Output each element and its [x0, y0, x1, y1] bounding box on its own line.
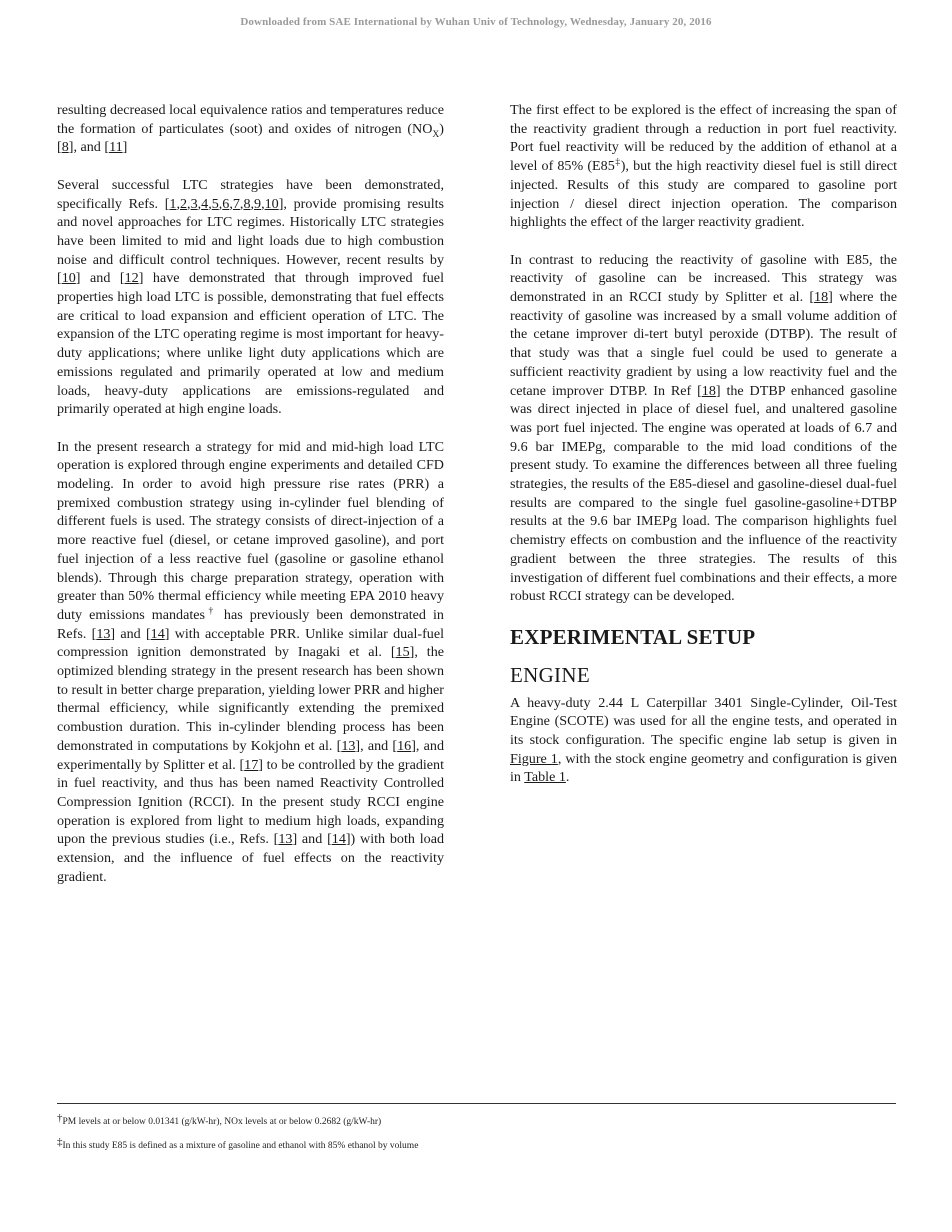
paragraph-dtbp-strategy: In contrast to reducing the reactivity of gasoline with E85, the reactivity of gasoline can be increased. This strategy was demonstrated in an RCCI study by Splitter et al. [18] where the reactivity of gasoline was increased by a small volume addition of the cetane improver di-tert butyl peroxide (DTBP). The result of that study was that a single fuel could be used to generate a sufficient reactivity gradient by using a low reactivity fuel and the cetane improver DTBP. In Ref [18] the DTBP enhanced gasoline was direct injected in place of diesel fuel, and unaltered gasoline was port fuel injected. The engine was operated at loads of 6.7 and 9.6 bar IMEPg, comparable to the mid load conditions of the present study. To examine the differences between all three fueling strategies, the results of the E85-diesel and gasoline-diesel dual-fuel results are compared to the single fuel gasoline-gasoline+DTBP results at the 9.6 bar IMEPg load. The comparison highlights fuel chemistry effects on combustion and the influence of the reactivity gradient between the three strategies. The results of this investigation of different fuel combinations and their effects, a more robust RCCI strategy can be developed.	[510, 251, 897, 605]
footnote-divider	[57, 1103, 896, 1104]
citation-link[interactable]: 5	[211, 195, 219, 212]
table-1-link[interactable]: Table 1	[524, 769, 566, 786]
download-notice: Downloaded from SAE International by Wuhan Univ of Technology, Wednesday, January 20, 2016	[240, 16, 712, 28]
citation-link[interactable]: 18	[814, 289, 829, 306]
citation-link[interactable]: 12	[124, 270, 139, 287]
citation-link[interactable]: 18	[701, 382, 716, 399]
right-column	[510, 101, 897, 806]
citation-link[interactable]: 9	[254, 195, 262, 212]
footnote-mark: ‡	[57, 1136, 63, 1148]
citation-link[interactable]: 8	[243, 195, 251, 212]
footnote-e85-definition: ‡In this study E85 is defined as a mixture of gasoline and ethanol with 85% ethanol by volume	[57, 1136, 419, 1151]
citation-link[interactable]: 6	[222, 195, 230, 212]
citation-link[interactable]: 3	[190, 195, 198, 212]
left-column	[57, 101, 444, 905]
paragraph-e85-effect: The first effect to be explored is the effect of increasing the span of the reactivity gradient through a reduction in port fuel reactivity. Port fuel reactivity will be reduced by the addition of ethanol at a level of 85% (E85‡), but the high reactivity diesel fuel is still direct injected. Results of this study are compared to gasoline port injection / diesel direct injection operation. The comparison highlights the effect of the larger reactivity gradient.	[510, 102, 898, 231]
subsection-heading-engine: ENGINE	[510, 662, 590, 687]
paragraph-present-research: In the present research a strategy for mid and mid-high load LTC operation is explored through engine experiments and detailed CFD modeling. In order to avoid high pressure rise rates (PRR) a premixed combustion strategy using in-cylinder fuel blending of different fuels is used. The strategy consists of direct-injection of a more reactive fuel (diesel, or cetane improved gasoline), and port fuel injection of a less reactive fuel (gasoline or gasoline ethanol blends). Through this charge preparation strategy, operation with greater than 50% thermal efficiency while meeting EPA 2010 heavy duty emissions mandates† has previously been demonstrated in Refs. [13] and [14] with acceptable PRR. Unlike similar dual-fuel compression ignition demonstrated by Inagaki et al. [15], the optimized blending strategy in the present research has been shown to result in better charge preparation, yielding lower PRR and higher thermal efficiency, while significantly extending the premixed combustion duration. This in-cylinder blending process has been demonstrated in computations by Kokjohn et al. [13], and [16], and experimentally by Splitter et al. [17] to be controlled by the gradient in fuel reactivity, and thus has been named Reactivity Controlled Compression Ignition (RCCI). In the present study RCCI engine operation is explored from light to medium high loads, expanding upon the previous studies (i.e., Refs. [13] and [14]) with both load extension, and the influence of fuel effects on the reactivity gradient.	[57, 438, 445, 885]
citation-link[interactable]: 10	[264, 195, 279, 212]
paragraph-engine-description: A heavy-duty 2.44 L Caterpillar 3401 Single-Cylinder, Oil-Test Engine (SCOTE) was used for all the engine tests, and operated in its stock configuration. The specific engine lab setup is given in Figure 1, with the stock engine geometry and configuration is given in Table 1.	[510, 694, 897, 786]
citation-link[interactable]: 16	[397, 737, 412, 754]
citation-link[interactable]: 4	[201, 195, 209, 212]
citation-link[interactable]: 8	[61, 139, 69, 156]
citation-link[interactable]: 7	[232, 195, 240, 212]
citation-link[interactable]: 14	[150, 625, 165, 642]
footnotes	[57, 1108, 896, 1156]
citation-link[interactable]: 11	[109, 139, 123, 156]
footnote-pm-nox: †PM levels at or below 0.01341 (g/kW-hr), NOx levels at or below 0.2682 (g/kW-hr)	[57, 1112, 382, 1127]
citation-link[interactable]: 15	[395, 644, 410, 661]
subscript-x: X	[432, 129, 440, 140]
citation-link[interactable]: 10	[61, 270, 76, 287]
citation-link[interactable]: 17	[244, 756, 259, 773]
citation-link[interactable]: 13	[278, 831, 293, 848]
paragraph-soot-nox: resulting decreased local equivalence ratios and temperatures reduce the formation of particulates (soot) and oxides of nitrogen $(NO_X)$ [8], and [11]	[57, 102, 444, 156]
citation-link[interactable]: 14	[331, 831, 346, 848]
figure-1-link[interactable]: Figure 1	[510, 750, 558, 767]
footnote-mark: †	[205, 606, 217, 617]
footnote-mark: ‡	[614, 157, 621, 168]
citation-link[interactable]: 2	[179, 195, 188, 212]
section-heading-experimental-setup: EXPERIMENTAL SETUP	[510, 624, 756, 649]
footnote-mark: †	[57, 1112, 63, 1124]
citation-link[interactable]: 13	[96, 625, 111, 642]
citation-link[interactable]: 13	[341, 737, 356, 754]
paragraph-ltc-strategies: Several successful LTC strategies have been demonstrated, specifically Refs. [1,2,3,4,5,6,7,8,9,10], provide promising results and novel approaches for LTC regimes. Historically LTC strategies have been limited to mid and light loads due to high combustion noise and difficult control techniques. However, recent results by [10] and [12] have demonstrated that through improved fuel properties high load LTC is possible, demonstrating that fuel effects are critical to load expansion and efficient operation of LTC. The expansion of the LTC operating regime is most important for heavy-duty applications; where unlike light duty applications which are emissions regulated and primarily operated at low and medium loads, heavy-duty applications are emissions-regulated and primarily operated at high engine loads.	[57, 176, 445, 418]
citation-link[interactable]: 1	[169, 195, 177, 212]
